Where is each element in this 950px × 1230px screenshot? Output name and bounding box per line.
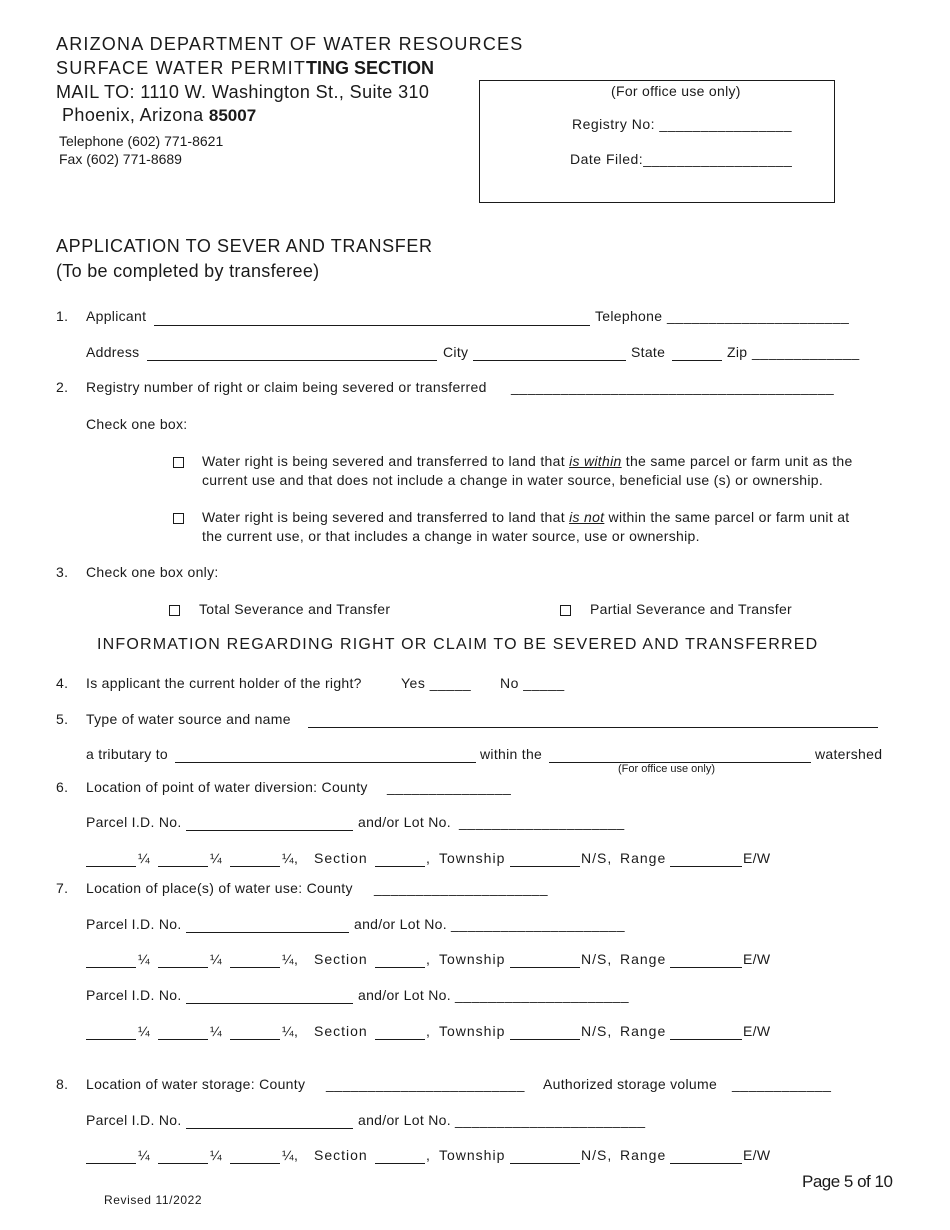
ew-label: E/W [743, 1147, 771, 1163]
address-field[interactable] [147, 359, 437, 361]
not-within-parcel-option-line1: Water right is being severed and transferred to land that is not within the same parcel or farm unit at [202, 509, 850, 525]
agency-section: SURFACE WATER PERMITTING SECTION [56, 58, 435, 78]
ns-label: N/S, [581, 850, 613, 866]
range-field[interactable] [670, 865, 742, 867]
quarter-field-2[interactable] [158, 865, 208, 867]
q1-number: 1. [56, 308, 69, 324]
comma: , [426, 1147, 431, 1163]
telephone-label: Telephone [595, 308, 663, 324]
applicant-field[interactable] [154, 324, 590, 326]
date-filed-field[interactable]: Date Filed:__________________ [570, 151, 793, 167]
not-within-parcel-option-line2: the current use, or that includes a change in water source, use or ownership. [202, 528, 700, 544]
quarter-symbol: ¼ [138, 1023, 150, 1039]
quarter-symbol: ¼, [282, 1023, 299, 1039]
q7-number: 7. [56, 880, 69, 896]
section-label: Section [314, 1023, 368, 1039]
township-field[interactable] [510, 865, 580, 867]
tributary-field[interactable] [175, 761, 476, 763]
within-parcel-option-line1: Water right is being severed and transferred to land that is within the same parcel or farm unit as the [202, 453, 853, 469]
quarter-symbol: ¼, [282, 951, 299, 967]
range-label: Range [620, 1023, 667, 1039]
partial-severance-checkbox[interactable] [560, 602, 585, 620]
quarter-field-1[interactable] [86, 865, 136, 867]
within-parcel-checkbox[interactable] [173, 454, 198, 472]
range-label: Range [620, 1147, 667, 1163]
registry-number-field[interactable]: _______________________________________ [511, 379, 835, 395]
page-number: Page 5 of 10 [802, 1172, 893, 1191]
use-parcel-field-1[interactable] [186, 931, 349, 933]
city-field[interactable] [473, 359, 626, 361]
mail-address: MAIL TO: 1110 W. Washington St., Suite 310 [56, 82, 430, 102]
within-the-label: within the [480, 746, 543, 762]
q2-number: 2. [56, 379, 69, 395]
township-label: Township [439, 1023, 506, 1039]
q4-number: 4. [56, 675, 69, 691]
within-parcel-option-line2: current use and that does not include a change in water source, beneficial use (s) or ownership. [202, 472, 824, 488]
diversion-county-label: Location of point of water diversion: County [86, 779, 368, 795]
state-label: State [631, 344, 666, 360]
total-severance-label: Total Severance and Transfer [199, 601, 391, 617]
use-lot-label-1: and/or Lot No. [354, 916, 447, 932]
water-source-field[interactable] [308, 726, 878, 728]
ns-label: N/S, [581, 1023, 613, 1039]
q8-number: 8. [56, 1076, 69, 1092]
form-subtitle: (To be completed by transferee) [56, 261, 320, 281]
ew-label: E/W [743, 951, 771, 967]
diversion-lot-field[interactable]: ____________________ [459, 814, 625, 830]
office-use-caption: (For office use only) [611, 83, 741, 99]
storage-volume-field[interactable]: ____________ [732, 1076, 832, 1092]
registry-number-label: Registry number of right or claim being severed or transferred [86, 379, 487, 395]
range-label: Range [620, 850, 667, 866]
section-label: Section [314, 951, 368, 967]
current-holder-label: Is applicant the current holder of the right? [86, 675, 362, 691]
current-holder-yes[interactable]: Yes _____ [401, 675, 472, 691]
section-field[interactable] [375, 1038, 425, 1040]
quarter-field-2[interactable] [158, 966, 208, 968]
total-severance-checkbox[interactable] [169, 602, 194, 620]
ns-label: N/S, [581, 951, 613, 967]
use-county-label: Location of place(s) of water use: County [86, 880, 353, 896]
fax: Fax (602) 771-8689 [59, 151, 182, 167]
watershed-office-note: (For office use only) [618, 763, 716, 775]
quarter-symbol: ¼ [210, 1023, 222, 1039]
use-parcel-label-2: Parcel I.D. No. [86, 987, 182, 1003]
township-field[interactable] [510, 1162, 580, 1164]
quarter-symbol: ¼ [138, 1147, 150, 1163]
quarter-field-1[interactable] [86, 1038, 136, 1040]
section-label: Section [314, 1147, 368, 1163]
comma: , [426, 850, 431, 866]
storage-parcel-field[interactable] [186, 1127, 353, 1129]
township-label: Township [439, 951, 506, 967]
quarter-field-3[interactable] [230, 966, 280, 968]
ew-label: E/W [743, 1023, 771, 1039]
section-field[interactable] [375, 865, 425, 867]
storage-county-label: Location of water storage: County [86, 1076, 306, 1092]
check-one-only-label: Check one box only: [86, 564, 219, 580]
city-label: City [443, 344, 469, 360]
registry-no-field[interactable]: Registry No: ________________ [572, 116, 792, 132]
use-parcel-label-1: Parcel I.D. No. [86, 916, 182, 932]
quarter-symbol: ¼ [210, 1147, 222, 1163]
section-heading: INFORMATION REGARDING RIGHT OR CLAIM TO BE SEVERED AND TRANSFERRED [97, 636, 819, 653]
township-label: Township [439, 1147, 506, 1163]
partial-severance-label: Partial Severance and Transfer [590, 601, 792, 617]
revised-date: Revised 11/2022 [104, 1193, 203, 1207]
comma: , [426, 951, 431, 967]
quarter-field-1[interactable] [86, 966, 136, 968]
range-field[interactable] [670, 1038, 742, 1040]
diversion-parcel-field[interactable] [186, 829, 353, 831]
range-field[interactable] [670, 966, 742, 968]
state-field[interactable] [672, 359, 722, 361]
quarter-symbol: ¼ [210, 951, 222, 967]
quarter-field-3[interactable] [230, 865, 280, 867]
storage-county-field[interactable]: ________________________ [326, 1076, 525, 1092]
range-field[interactable] [670, 1162, 742, 1164]
address-label: Address [86, 344, 140, 360]
form-title: APPLICATION TO SEVER AND TRANSFER [56, 236, 433, 256]
ew-label: E/W [743, 850, 771, 866]
storage-lot-label: and/or Lot No. [358, 1112, 451, 1128]
range-label: Range [620, 951, 667, 967]
diversion-county-field[interactable]: _______________ [387, 779, 512, 795]
quarter-symbol: ¼, [282, 850, 299, 866]
quarter-field-2[interactable] [158, 1038, 208, 1040]
section-field[interactable] [375, 966, 425, 968]
section-label: Section [314, 850, 368, 866]
ns-label: N/S, [581, 1147, 613, 1163]
water-source-label: Type of water source and name [86, 711, 291, 727]
q6-number: 6. [56, 779, 69, 795]
check-one-label: Check one box: [86, 416, 188, 432]
tributary-label: a tributary to [86, 746, 169, 762]
quarter-symbol: ¼ [138, 951, 150, 967]
telephone-field[interactable]: ______________________ [667, 308, 850, 324]
zip-label: Zip [727, 344, 748, 360]
watershed-label: watershed [815, 746, 883, 762]
zip-field[interactable]: _____________ [752, 344, 860, 360]
telephone: Telephone (602) 771-8621 [59, 133, 224, 149]
township-field[interactable] [510, 1038, 580, 1040]
city-state: Phoenix, Arizona 85007 [62, 105, 257, 125]
diversion-lot-label: and/or Lot No. [358, 814, 451, 830]
quarter-field-2[interactable] [158, 1162, 208, 1164]
use-lot-field-2[interactable]: _____________________ [455, 987, 630, 1003]
storage-parcel-label: Parcel I.D. No. [86, 1112, 182, 1128]
quarter-field-3[interactable] [230, 1162, 280, 1164]
applicant-label: Applicant [86, 308, 147, 324]
use-county-field[interactable]: _____________________ [374, 880, 549, 896]
use-parcel-field-2[interactable] [186, 1002, 353, 1004]
quarter-field-3[interactable] [230, 1038, 280, 1040]
quarter-symbol: ¼, [282, 1147, 299, 1163]
township-field[interactable] [510, 966, 580, 968]
diversion-parcel-label: Parcel I.D. No. [86, 814, 182, 830]
storage-volume-label: Authorized storage volume [543, 1076, 718, 1092]
quarter-symbol: ¼ [210, 850, 222, 866]
q5-number: 5. [56, 711, 69, 727]
township-label: Township [439, 850, 506, 866]
not-within-parcel-checkbox[interactable] [173, 510, 198, 528]
current-holder-no[interactable]: No _____ [500, 675, 565, 691]
agency-name: ARIZONA DEPARTMENT OF WATER RESOURCES [56, 34, 524, 54]
use-lot-field-1[interactable]: _____________________ [451, 916, 626, 932]
use-lot-label-2: and/or Lot No. [358, 987, 451, 1003]
section-field[interactable] [375, 1162, 425, 1164]
q3-number: 3. [56, 564, 69, 580]
quarter-field-1[interactable] [86, 1162, 136, 1164]
quarter-symbol: ¼ [138, 850, 150, 866]
comma: , [426, 1023, 431, 1039]
storage-lot-field[interactable]: _______________________ [455, 1112, 646, 1128]
